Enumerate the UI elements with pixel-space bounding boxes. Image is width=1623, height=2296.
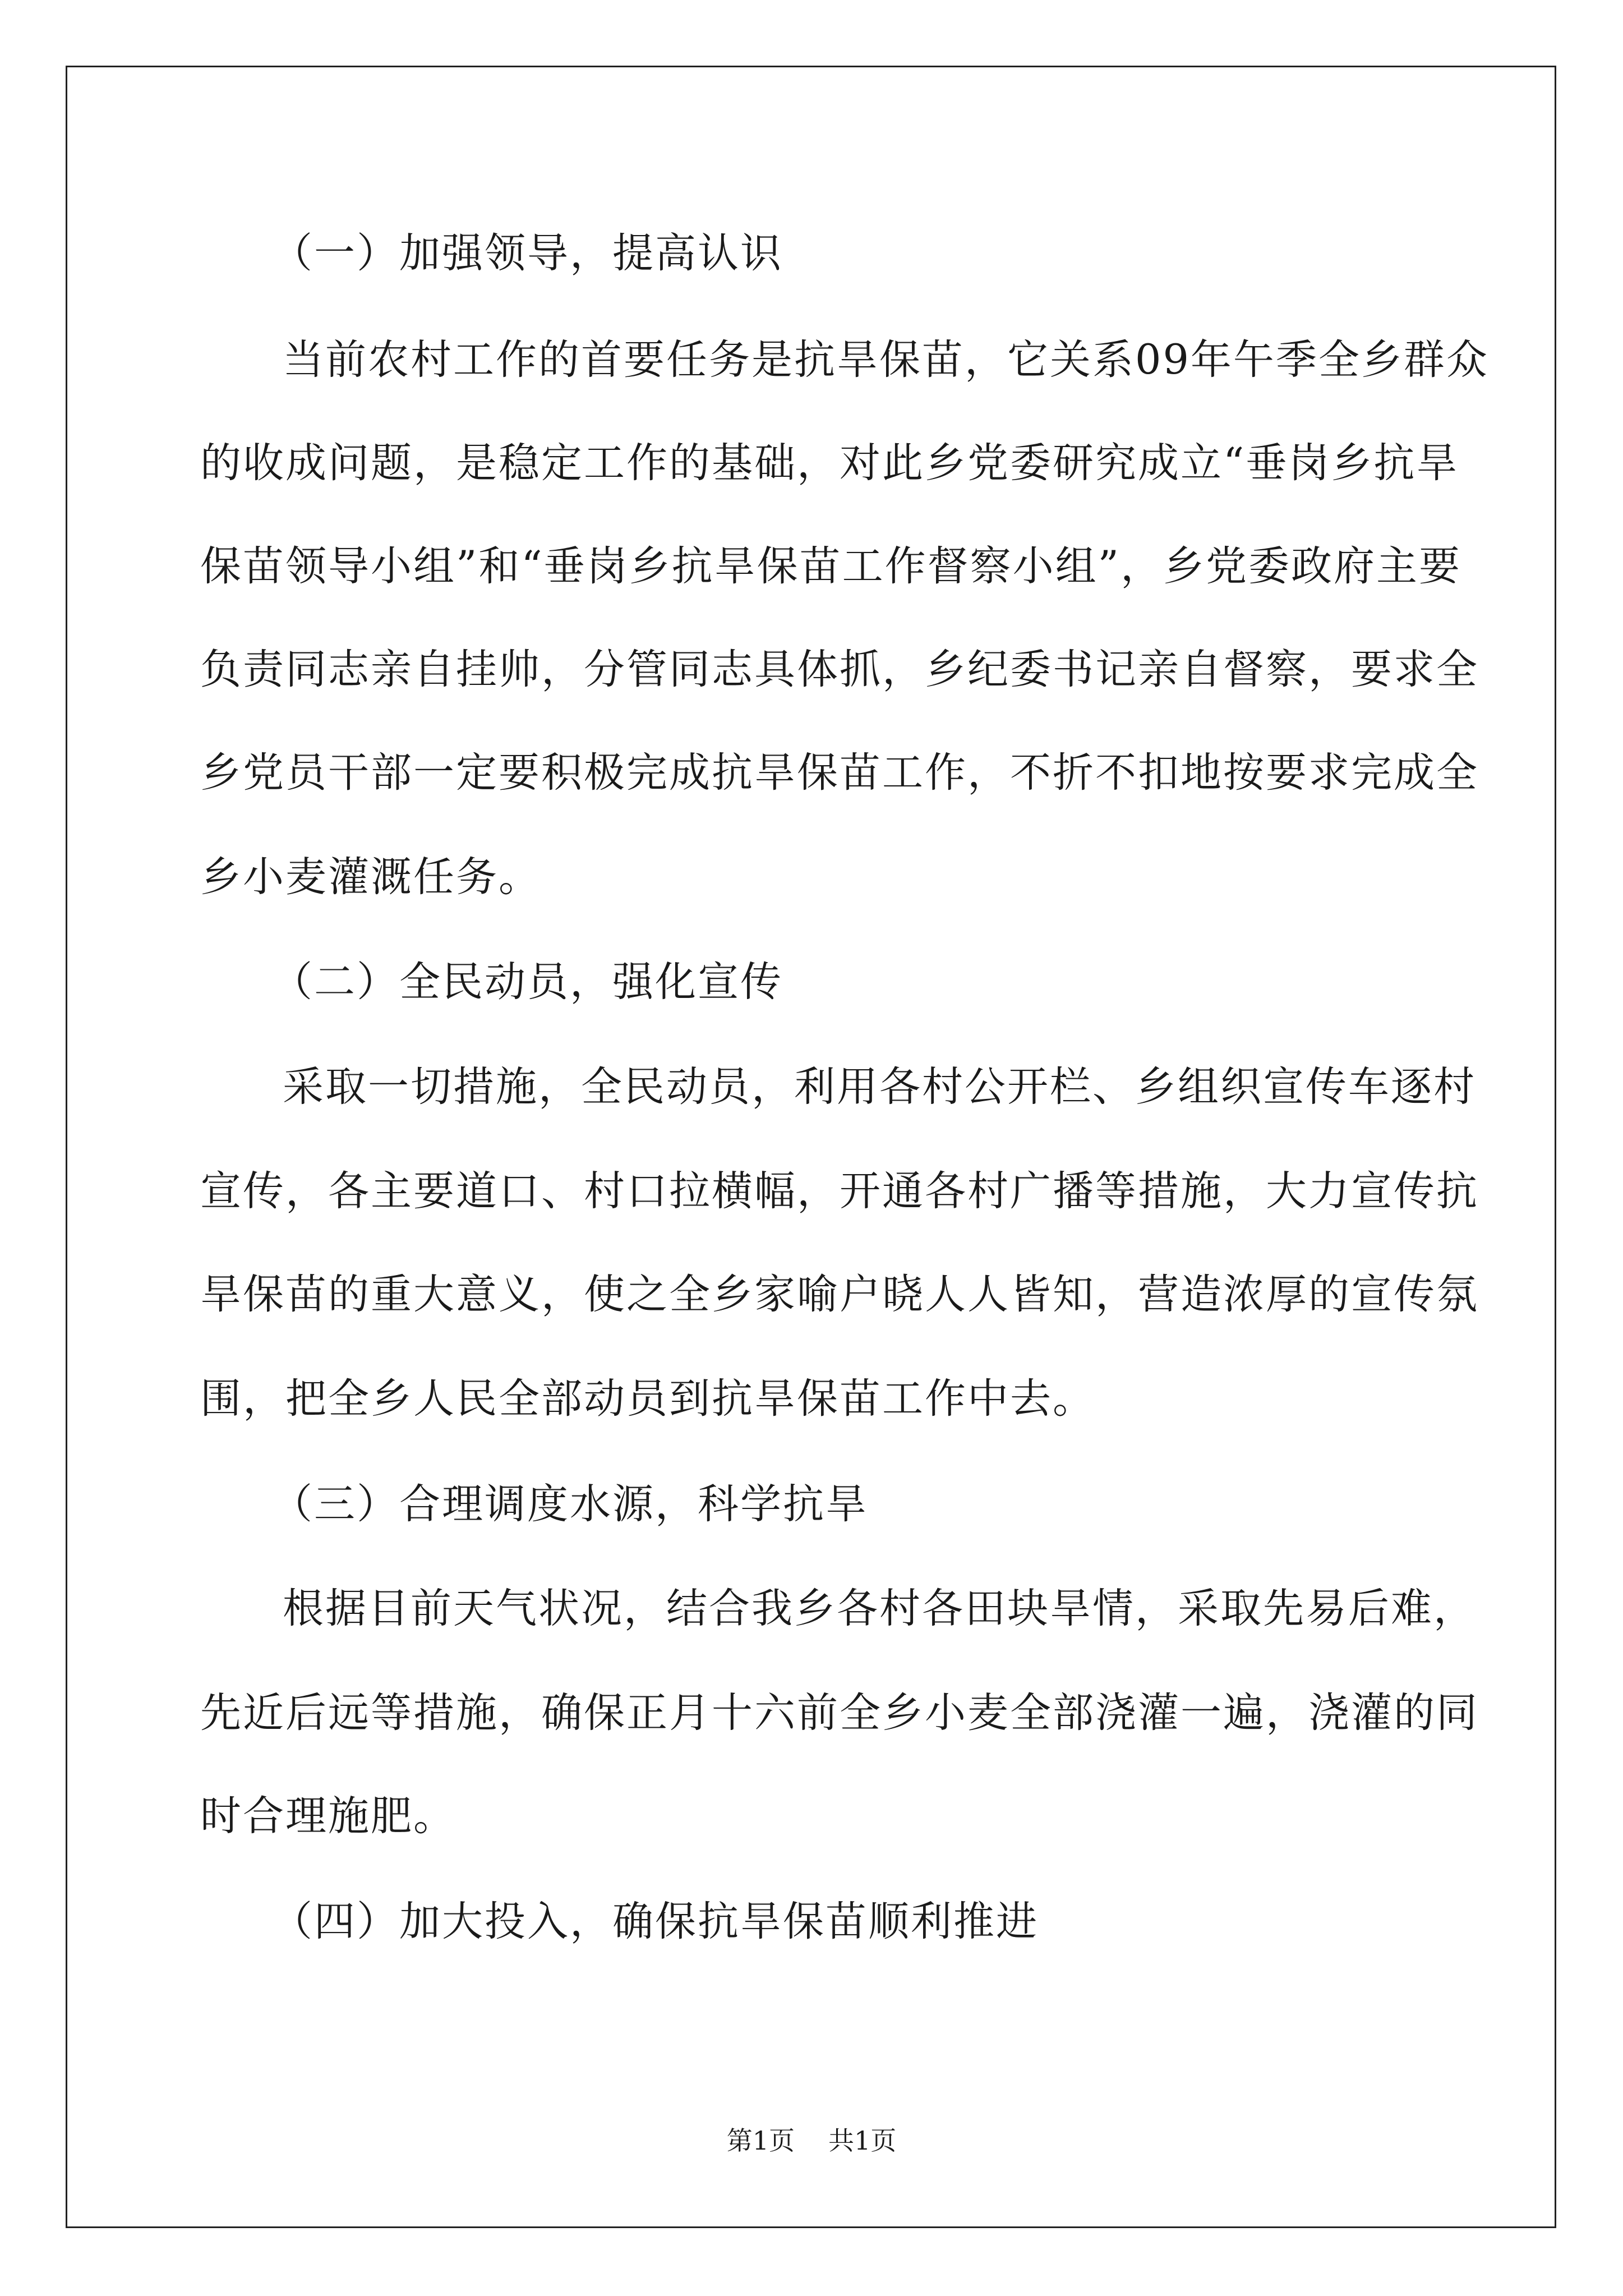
page-number: 第1页 [726, 2125, 795, 2156]
page-total: 共1页 [828, 2125, 897, 2156]
paragraph-3-line-2: 先近后远等措施，确保正月十六前全乡小麦全部浇灌一遍，浇灌的同 [200, 1689, 1479, 1737]
section-heading-1: （一）加强领导，提高认识 [271, 229, 783, 277]
paragraph-2-line-3: 旱保苗的重大意义，使之全乡家喻户晓人人皆知，营造浓厚的宣传氛 [200, 1271, 1479, 1318]
paragraph-3-line-3: 时合理施肥。 [200, 1792, 456, 1840]
paragraph-2-line-1: 采取一切措施，全民动员，利用各村公开栏、乡组织宣传车逐村 [283, 1063, 1476, 1111]
paragraph-2-line-4: 围，把全乡人民全部动员到抗旱保苗工作中去。 [200, 1375, 1095, 1423]
paragraph-1-line-1: 当前农村工作的首要任务是抗旱保苗，它关系09年午季全乡群众 [283, 336, 1489, 384]
section-heading-4: （四）加大投入，确保抗旱保苗顺利推进 [271, 1898, 1039, 1945]
paragraph-2-line-2: 宣传，各主要道口、村口拉横幅，开通各村广播等措施，大力宣传抗 [200, 1167, 1479, 1215]
paragraph-1-line-6: 乡小麦灌溉任务。 [200, 853, 541, 901]
page-footer [0, 2125, 1623, 2156]
paragraph-3-line-1: 根据目前天气状况，结合我乡各村各田块旱情，采取先易后难， [283, 1585, 1476, 1632]
paragraph-1-line-4: 负责同志亲自挂帅，分管同志具体抓，乡纪委书记亲自督察，要求全 [200, 646, 1479, 693]
paragraph-1-line-2: 的收成问题，是稳定工作的基础，对此乡党委研究成立“垂岗乡抗旱 [200, 439, 1459, 487]
section-heading-3: （三）合理调度水源，科学抗旱 [271, 1480, 868, 1528]
paragraph-1-line-3: 保苗领导小组”和“垂岗乡抗旱保苗工作督察小组”，乡党委政府主要 [200, 542, 1461, 590]
section-heading-2: （二）全民动员，强化宣传 [271, 958, 783, 1006]
paragraph-1-line-5: 乡党员干部一定要积极完成抗旱保苗工作，不折不扣地按要求完成全 [200, 749, 1479, 797]
